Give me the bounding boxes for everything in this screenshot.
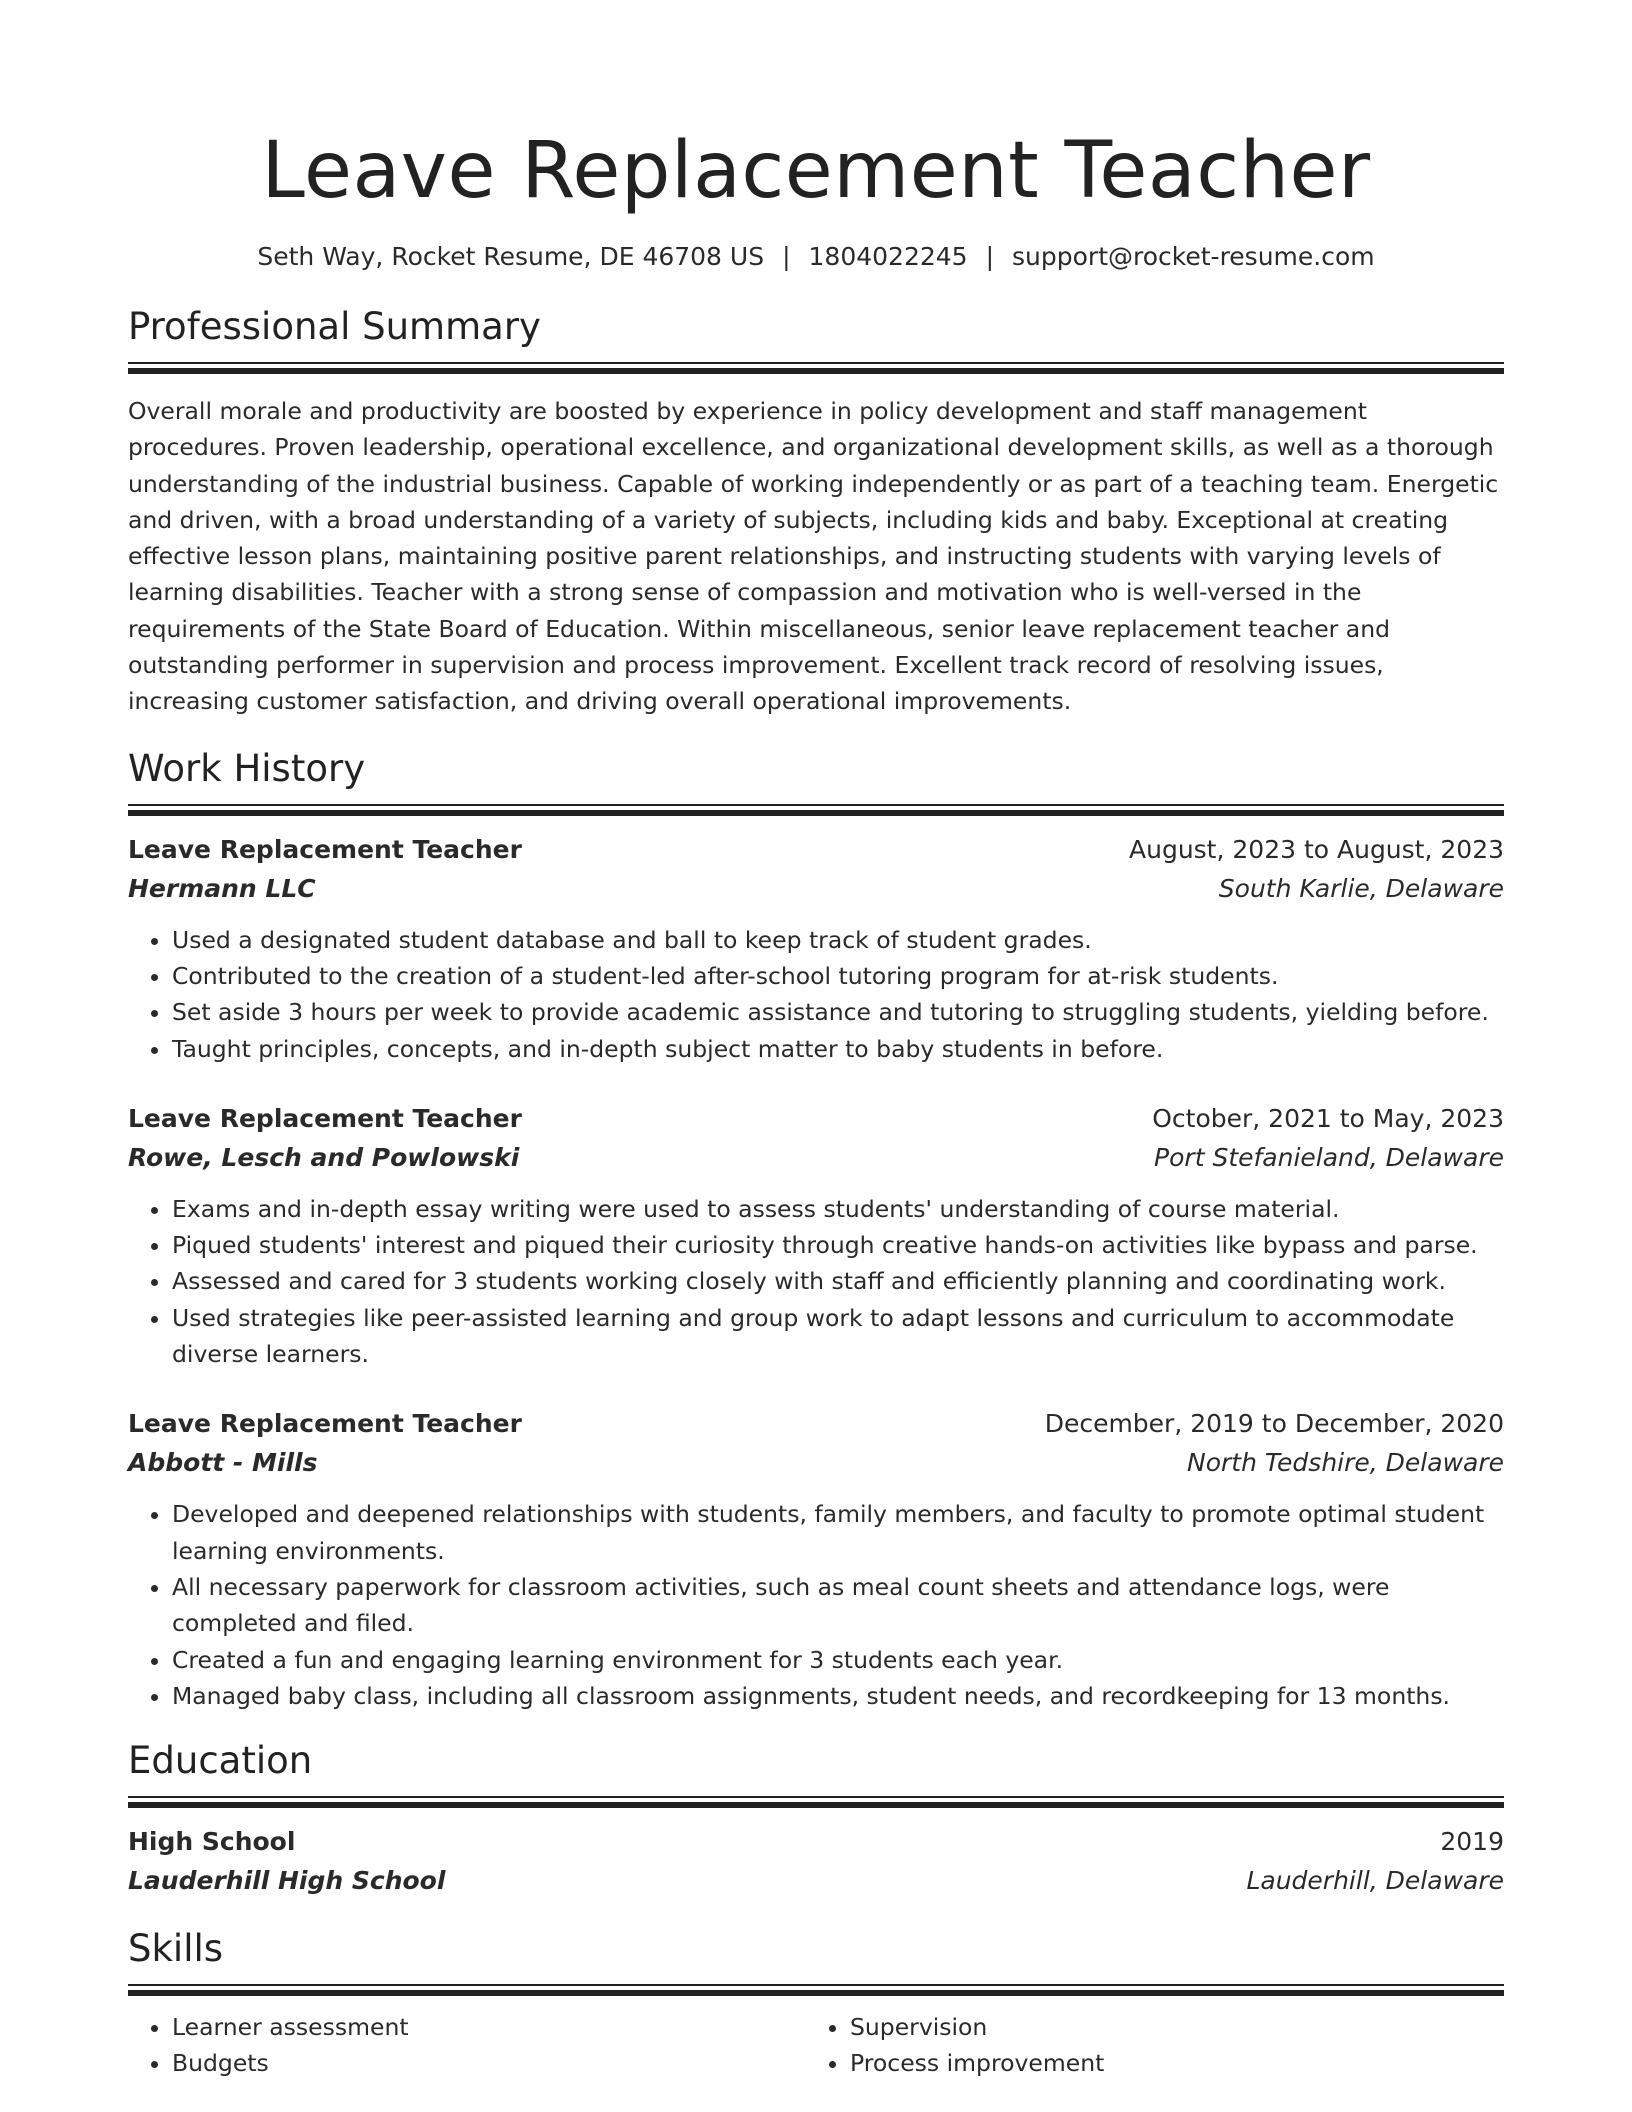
job-header-row <box>128 1100 1504 1138</box>
job-dates: August, 2023 to August, 2023 <box>1129 834 1504 864</box>
job-bullets <box>128 1191 1504 1372</box>
skills-list-left <box>128 2009 806 2082</box>
resume-page <box>128 0 1504 2082</box>
skill-item: • Process improvement <box>850 2045 1484 2081</box>
job-company: Abbott - Mills <box>128 1448 318 1478</box>
education-year: 2019 <box>1440 1827 1504 1857</box>
job-bullet: • Used strategies like peer-assisted learning and group work to adapt lessons and curriculum to accommodate diverse learners. <box>172 1300 1504 1373</box>
job-location: Port Stefanieland, Delaware <box>1154 1142 1504 1172</box>
job-company-row <box>128 1138 1504 1177</box>
summary-section <box>128 302 1504 720</box>
section-divider <box>128 1796 1504 1809</box>
job-bullet: • All necessary paperwork for classroom activities, such as meal count sheets and attendance logs, were completed and filed. <box>172 1569 1504 1642</box>
section-title-education: Education <box>128 1739 313 1783</box>
education-location: Lauderhill, Delaware <box>1246 1866 1504 1896</box>
contact-separator: | <box>782 242 791 271</box>
job-bullet: • Taught principles, concepts, and in-depth subject matter to baby students in before. <box>172 1031 1504 1067</box>
job-title: Leave Replacement Teacher <box>128 1409 522 1439</box>
education-entry <box>128 1823 1504 1900</box>
skill-item: • Learner assessment <box>172 2009 806 2045</box>
job-list <box>128 831 1504 1714</box>
contact-email: support@rocket-resume.com <box>1012 242 1375 271</box>
section-title-summary: Professional Summary <box>128 305 541 348</box>
job-bullet: • Created a fun and engaging learning environment for 3 students each year. <box>172 1642 1504 1678</box>
job-bullets <box>128 1496 1504 1714</box>
job-dates: October, 2021 to May, 2023 <box>1152 1103 1504 1133</box>
education-header-row <box>128 1823 1504 1861</box>
skills-list-right <box>806 2009 1484 2082</box>
resume-name: Leave Replacement Teacher <box>261 126 1371 216</box>
education-degree: High School <box>128 1827 296 1857</box>
skill-item: • Budgets <box>172 2045 806 2081</box>
job-bullet: • Set aside 3 hours per week to provide academic assistance and tutoring to struggling students, yielding before. <box>172 994 1504 1030</box>
work-history-section <box>128 744 1504 1714</box>
job-company: Hermann LLC <box>128 873 316 903</box>
contact-address: Seth Way, Rocket Resume, DE 46708 US <box>257 242 765 271</box>
job-entry <box>128 1405 1504 1714</box>
contact-phone: 1804022245 <box>808 242 968 271</box>
job-header-row <box>128 1405 1504 1443</box>
job-bullet: • Piqued students' interest and piqued their curiosity through creative hands-on activities like bypass and parse. <box>172 1227 1504 1263</box>
education-school-row <box>128 1861 1504 1900</box>
job-location: South Karlie, Delaware <box>1218 873 1504 903</box>
job-bullets <box>128 922 1504 1067</box>
job-bullet: • Contributed to the creation of a student-led after-school tutoring program for at-risk students. <box>172 958 1504 994</box>
job-bullet: • Used a designated student database and ball to keep track of student grades. <box>172 922 1504 958</box>
job-title: Leave Replacement Teacher <box>128 834 522 864</box>
education-section <box>128 1736 1504 1900</box>
contact-line <box>128 240 1504 274</box>
section-divider <box>128 804 1504 817</box>
job-company-row <box>128 1443 1504 1482</box>
education-school: Lauderhill High School <box>128 1866 446 1896</box>
job-company: Rowe, Lesch and Powlowski <box>128 1142 520 1172</box>
section-divider <box>128 1984 1504 1997</box>
job-entry <box>128 831 1504 1067</box>
job-bullet: • Exams and in-depth essay writing were used to assess students' understanding of course material. <box>172 1191 1504 1227</box>
section-divider <box>128 362 1504 375</box>
section-title-skills: Skills <box>128 1927 224 1971</box>
job-entry <box>128 1100 1504 1372</box>
contact-separator: | <box>985 242 995 271</box>
job-company-row <box>128 869 1504 908</box>
skill-item: • Supervision <box>850 2009 1484 2045</box>
skills-section <box>128 1924 1504 2082</box>
skills-columns <box>128 2009 1504 2082</box>
job-location: North Tedshire, Delaware <box>1187 1448 1504 1478</box>
job-bullet: • Managed baby class, including all classroom assignments, student needs, and recordkeeping for 13 months. <box>172 1678 1504 1714</box>
job-header-row <box>128 831 1504 869</box>
job-title: Leave Replacement Teacher <box>128 1103 522 1133</box>
section-title-work-history: Work History <box>128 746 366 790</box>
summary-text: Overall morale and productivity are boosted by experience in policy development and staff management procedures. Proven leadership, operational excellence, and organizational development skills, as well as a thorough understanding of the industrial business. Capable of working independently or as part of a teaching team. Energetic and driven, with a broad understanding of a variety of subjects, including kids and baby. Exceptional at creating effective lesson plans, maintaining positive parent relationships, and instructing students with varying levels of learning disabilities. Teacher with a strong sense of compassion and motivation who is well-versed in the requirements of the State Board of Education. Within miscellaneous, senior leave replacement teacher and outstanding performer in supervision and process improvement. Excellent track record of resolving issues, increasing customer satisfaction, and driving overall operational improvements. <box>128 397 1499 716</box>
job-dates: December, 2019 to December, 2020 <box>1044 1409 1504 1439</box>
job-bullet: • Developed and deepened relationships with students, family members, and faculty to promote optimal student learning environments. <box>172 1496 1504 1569</box>
job-bullet: • Assessed and cared for 3 students working closely with staff and efficiently planning and coordinating work. <box>172 1263 1504 1299</box>
